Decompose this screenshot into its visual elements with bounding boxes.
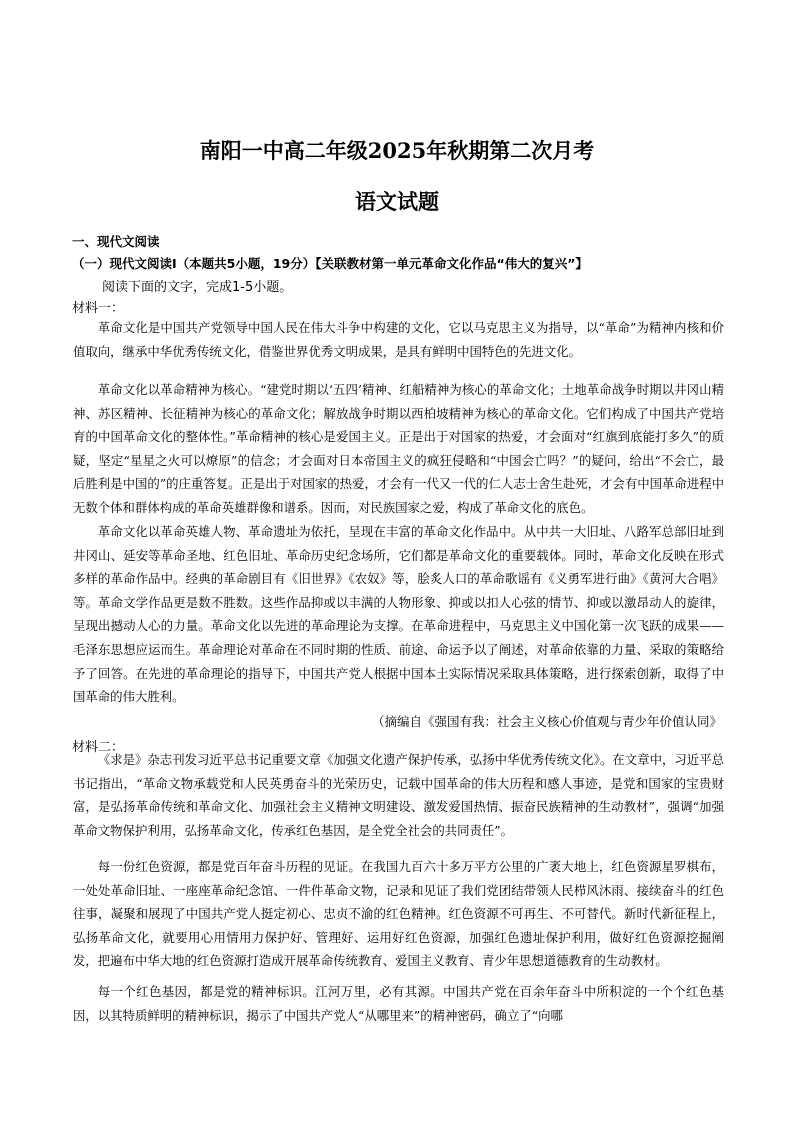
material-two-label: 材料二： (72, 740, 125, 755)
section-heading: 一、现代文阅读 (72, 234, 160, 249)
material-one-source: （摘编自《强国有我：社会主义核心价值观与青少年价值认同》 (371, 714, 722, 729)
material-one-label: 材料一： (72, 301, 125, 316)
material-one-paragraph-1: 革命文化是中国共产党领导中国人民在伟大斗争中构建的文化，它以马克思主义为指导，以“革命”为精神内核和价值取向，继承中华优秀传统文化，借鉴世界优秀文明成果，是具有鲜明中国特色的先进文化。 (73, 320, 724, 359)
material-two-paragraph-1: 《求是》杂志刊发习近平总书记重要文章《加强文化遗产保护传承，弘扬中华优秀传统文化》。在文章中，习近平总书记指出，“革命文物承载党和人民英勇奋斗的光荣历史，记载中国革命的伟大历程和感人事迹，是党和国家的宝贵财富，是弘扬革命传统和革命文化、加强社会主义精神文明建设、激发爱国热情、振奋民族精神的生动教材”，强调“加强革命文物保护利用，弘扬革命文化，传承红色基因，是全党全社会的共同责任”。 (73, 752, 724, 838)
material-two-paragraph-3: 每一个红色基因，都是党的精神标识。江河万里，必有其源。中国共产党在百余年奋斗中所积淀的一个个红色基因，以其特质鲜明的精神标识，揭示了中国共产党人“从哪里来”的精神密码，确立了“向哪 (73, 984, 724, 1023)
exam-title: 南阳一中高二年级2025年秋期第二次月考 (199, 138, 595, 163)
material-two-paragraph-2: 每一份红色资源，都是党百年奋斗历程的见证。在我国九百六十多万平方公里的广袤大地上，红色资源星罗棋布，一处处革命旧址、一座座革命纪念馆、一件件革命文物，记录和见证了我们党团结带领人民栉风沐雨、接续奋斗的红色往事，凝聚和展现了中国共产党人挺定初心、忠贞不渝的红色精神。红色资源不可再生、不可替代。新时代新征程上，弘扬革命文化，就要用心用情用力保护好、管理好、运用好红色资源，加强红色遗址保护利用，做好红色资源挖掘阐发，把遍布中华大地的红色资源打造成开展革命传统教育、爱国主义教育、青少年思想道德教育的生动教材。 (73, 859, 724, 969)
exam-subtitle: 语文试题 (355, 189, 439, 214)
reading-instruction: 阅读下面的文字，完成1-5小题。 (102, 280, 293, 295)
material-one-paragraph-3: 革命文化以革命英雄人物、革命遗址为依托，呈现在丰富的革命文化作品中。从中共一大旧址、八路军总部旧址到井冈山、延安等革命圣地、红色旧址、革命历史纪念场所，它们都是革命文化的重要载体。同时，革命文化反映在形式多样的革命作品中。经典的革命剧目有《旧世界》《农奴》等，脍炙人口的革命歌谣有《义勇军进行曲》《黄河大合唱》等。革命文学作品更是数不胜数。这些作品抑或以丰满的人物形象、抑或以扣人心弦的情节、抑或以激昂动人的旋律，呈现出撼动人心的力量。革命文化以先进的革命理论为支撑。在革命进程中，马克思主义中国化第一次飞跃的成果——毛泽东思想应运而生。革命理论对革命在不同时期的性质、前途、命运予以了阐述，对革命依靠的力量、采取的策略给予了回答。在先进的革命理论的指导下，中国共产党人根据中国本土实际情况采取具体策略，进行探索创新，取得了中国革命的伟大胜利。 (73, 524, 724, 705)
section-subheading: （一）现代文阅读Ⅰ（本题共5小题，19分）【关联教材第一单元革命文化作品“伟大的复兴”】 (72, 256, 588, 271)
material-one-paragraph-2: 革命文化以革命精神为核心。“建党时期以‘五四’精神、红船精神为核心的革命文化；土地革命战争时期以井冈山精神、苏区精神、长征精神为核心的革命文化；解放战争时期以西柏坡精神为核心的革命文化。它们构成了中国共产党培育的中国革命文化的整体性。”革命精神的核心是爱国主义。正是出于对国家的热爱，才会面对“红旗到底能打多久”的质疑，坚定“星星之火可以燎原”的信念；才会面对日本帝国主义的疯狂侵略和“中国会亡吗？”的疑问，给出“不会亡，最后胜利是中国的”的庄重答复。正是出于对国家的热爱，才会有一代又一代的仁人志士舍生赴死，才会有中国革命进程中无数个体和群体构成的革命英雄群像和谱系。因而，对民族国家之爱，构成了革命文化的底色。 (73, 382, 724, 515)
